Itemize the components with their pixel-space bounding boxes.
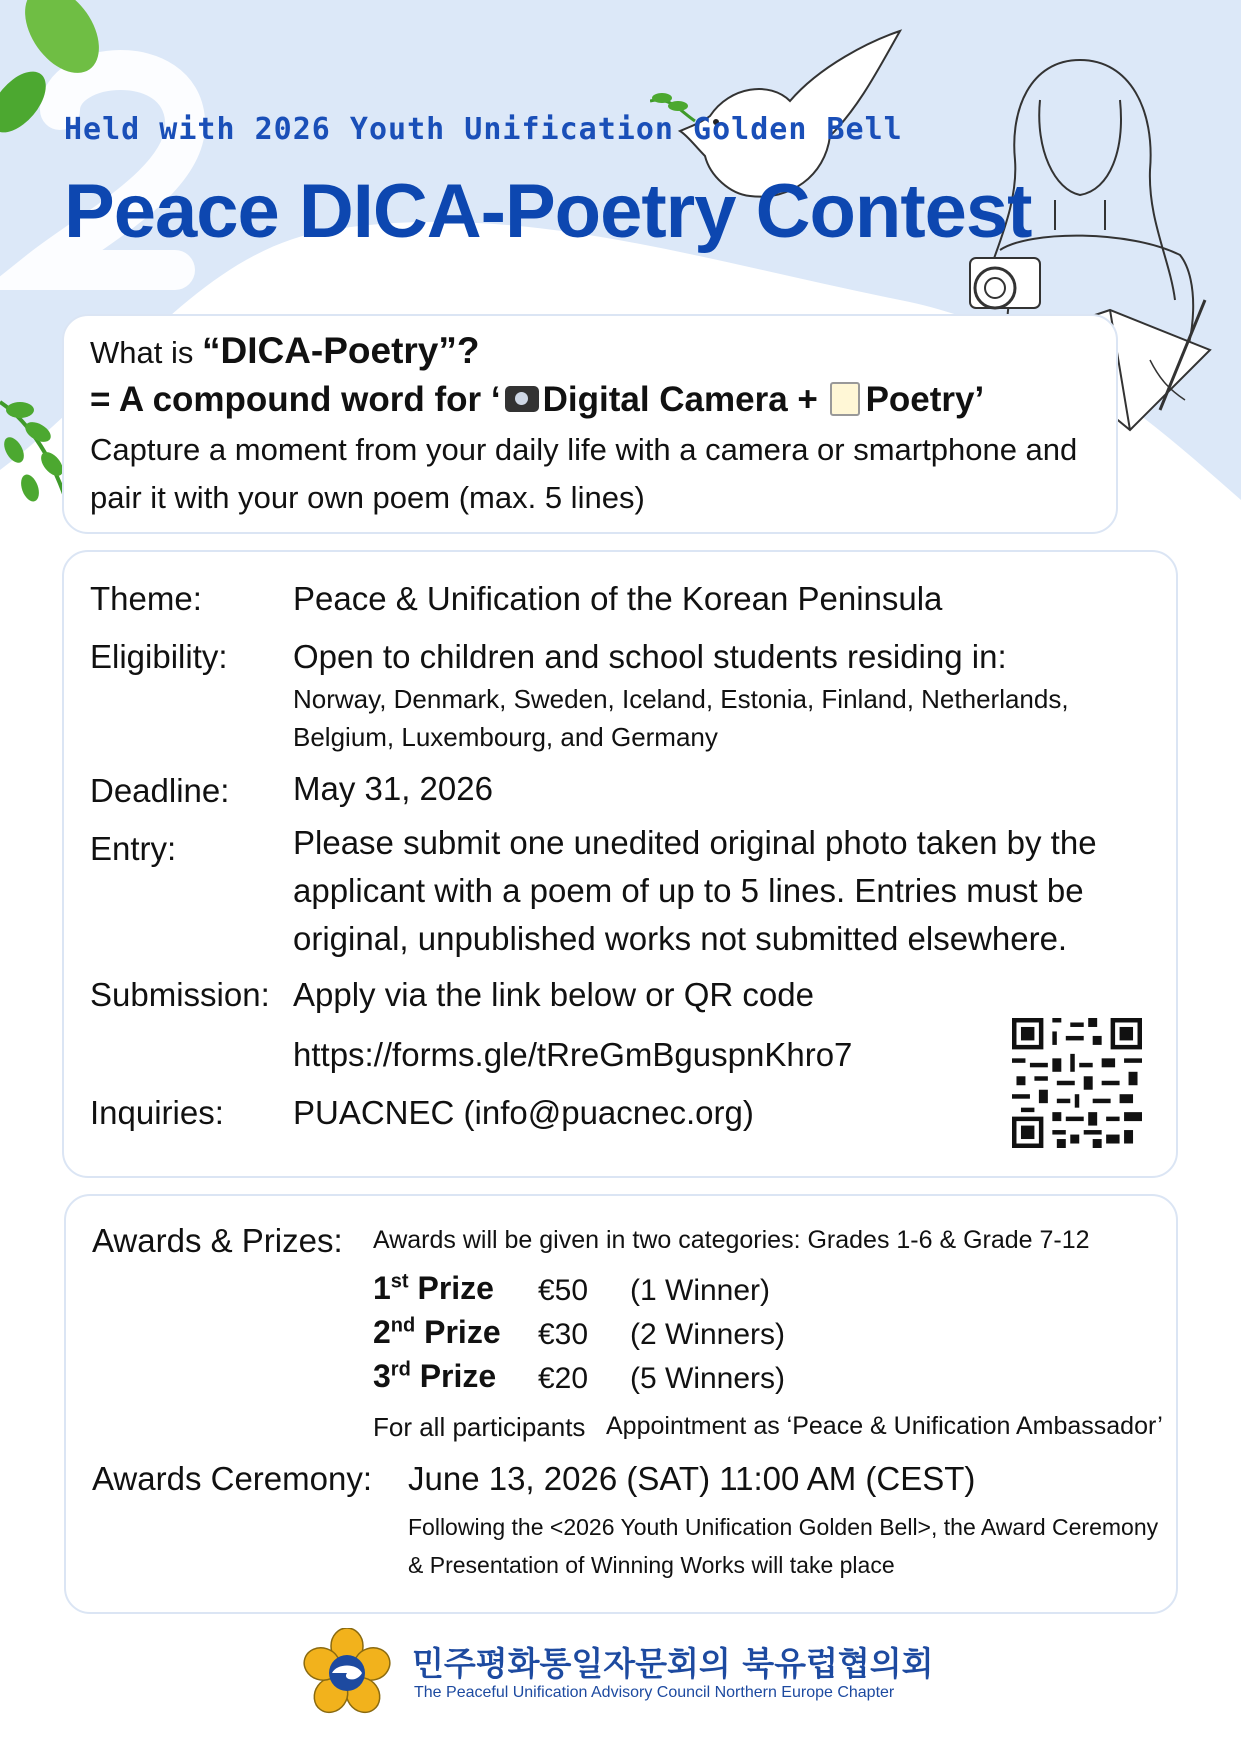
- eligibility-value: Open to children and school students residing in:: [293, 638, 1007, 675]
- participants-value: Appointment as ‘Peace & Unification Ambassador’: [606, 1412, 1163, 1440]
- prize-1-amount: €50: [538, 1274, 589, 1307]
- page-title: Peace DICA-Poetry Contest: [64, 169, 1032, 254]
- prize-2-winners: (2 Winners): [630, 1318, 786, 1351]
- participants-label: For all participants: [373, 1412, 586, 1442]
- intro-question: [90, 330, 480, 372]
- prize-3-title: 3rd Prize: [373, 1358, 497, 1394]
- eligibility-countries-line2: Belgium, Luxembourg, and Germany: [293, 722, 718, 752]
- inquiries-label: Inquiries:: [90, 1094, 224, 1131]
- intro-definition-prefix: = A compound word for ‘: [90, 380, 501, 419]
- submission-link[interactable]: https://forms.gle/tRreGmBguspnKhro7: [293, 1036, 853, 1073]
- entry-line1: Please submit one unedited original photo taken by the: [293, 824, 1097, 861]
- ceremony-value: June 13, 2026 (SAT) 11:00 AM (CEST): [408, 1460, 976, 1497]
- ceremony-label: Awards Ceremony:: [92, 1460, 373, 1497]
- entry-line3: original, unpublished works not submitted elsewhere.: [293, 920, 1068, 957]
- entry-label: Entry:: [90, 830, 177, 867]
- prize-2-title: 2nd Prize: [373, 1314, 501, 1350]
- qr-code-icon[interactable]: [1012, 1018, 1142, 1148]
- prize-3-amount: €20: [538, 1362, 589, 1395]
- council-emblem-icon: [302, 1628, 392, 1718]
- inquiries-value[interactable]: PUACNEC (info@puacnec.org): [293, 1094, 754, 1131]
- deadline-label: Deadline:: [90, 772, 230, 809]
- eligibility-label: Eligibility:: [90, 638, 228, 675]
- eligibility-countries-line1: Norway, Denmark, Sweden, Iceland, Estonia, Finland, Netherlands,: [293, 684, 1069, 714]
- ceremony-note-line2: & Presentation of Winning Works will take place: [408, 1552, 895, 1578]
- prize-2-amount: €30: [538, 1318, 589, 1351]
- intro-question-prefix: What is: [90, 335, 202, 370]
- submission-value: Apply via the link below or QR code: [293, 976, 814, 1013]
- submission-label: Submission:: [90, 976, 270, 1013]
- memo-icon: [830, 382, 860, 416]
- entry-line2: applicant with a poem of up to 5 lines. Entries must be: [293, 872, 1084, 909]
- prize-3-winners: (5 Winners): [630, 1362, 786, 1395]
- theme-label: Theme:: [90, 580, 202, 617]
- org-name-english: The Peaceful Unification Advisory Council Northern Europe Chapter: [414, 1684, 895, 1701]
- intro-question-term: “DICA-Poetry”?: [201, 330, 480, 371]
- camera-emoji-icon: [505, 386, 539, 412]
- intro-description-line1: Capture a moment from your daily life with a camera or smartphone and: [90, 432, 1078, 467]
- awards-label: Awards & Prizes:: [92, 1222, 343, 1259]
- org-name-korean: 민주평화통일자문회의 북유럽협의회: [412, 1644, 934, 1683]
- theme-value: Peace & Unification of the Korean Peninsula: [293, 580, 943, 617]
- deadline-value: May 31, 2026: [293, 770, 493, 807]
- intro-definition: [90, 380, 984, 420]
- event-subtitle: Held with 2026 Youth Unification Golden Bell: [64, 112, 903, 147]
- ceremony-note-line1: Following the <2026 Youth Unification Golden Bell>, the Award Ceremony: [408, 1514, 1159, 1540]
- awards-categories: Awards will be given in two categories: Grades 1-6 & Grade 7-12: [373, 1226, 1090, 1254]
- intro-definition-camera: Digital Camera +: [542, 380, 828, 419]
- prize-1-title: 1st Prize: [373, 1270, 494, 1306]
- intro-description-line2: pair it with your own poem (max. 5 lines): [90, 480, 645, 515]
- prize-1-winners: (1 Winner): [630, 1274, 771, 1307]
- intro-definition-poetry: Poetry’: [865, 380, 985, 419]
